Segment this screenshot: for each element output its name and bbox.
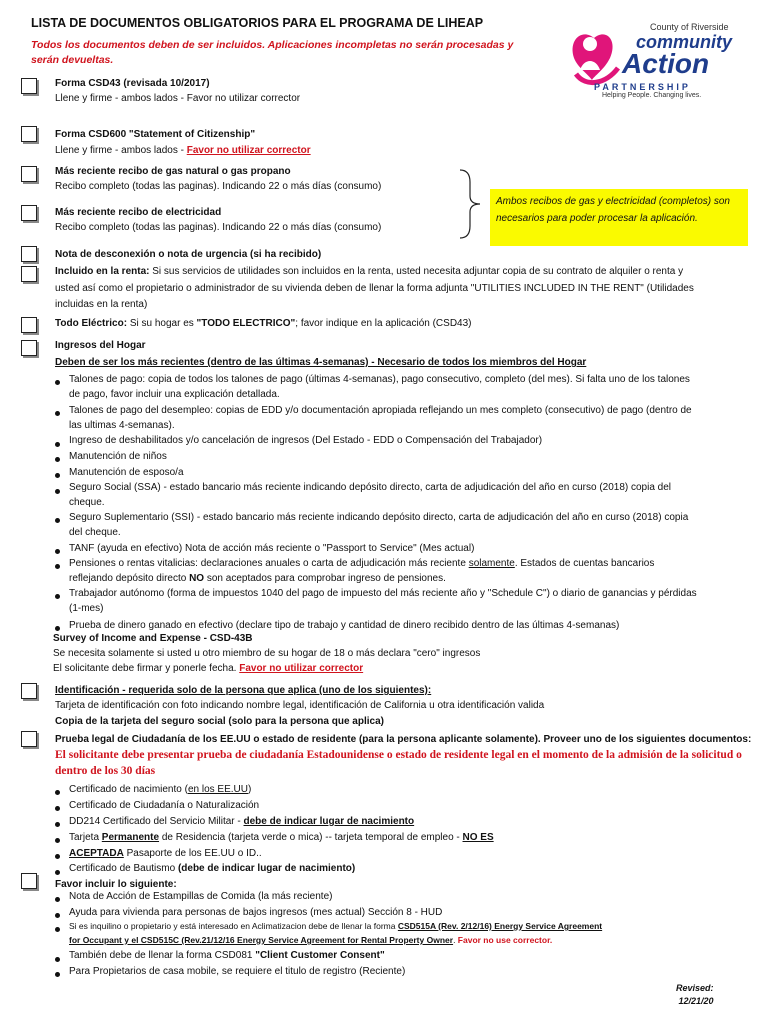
- bullet-dot: [55, 442, 60, 447]
- bullet-dot: [55, 518, 60, 523]
- household-income-subtitle: Deben de ser los más recientes (dentro de las últimas 4-semanas) - Necesario de todos los miembros del Hogar: [55, 357, 587, 368]
- bullet-dot: [55, 626, 60, 631]
- logo-tagline: Helping People. Changing lives.: [602, 92, 702, 99]
- rent-included-line-1: [55, 266, 683, 277]
- income-cash: Prueba de dinero ganado en efectivo (declare tipo de trabajo y cantidad de dinero recibido dentro de las últimas 4-semanas): [69, 620, 620, 631]
- include-weatherization-line-1: [69, 921, 602, 931]
- revision-info: [676, 982, 714, 1008]
- csd081-text-a: También debe de llenar la forma CSD081: [69, 950, 256, 961]
- survey-line-2-text: El solicitante debe firmar y ponerle fecha.: [53, 663, 240, 674]
- weatherization-warning: Favor no use corrector.: [457, 935, 553, 945]
- all-electric-label: Todo Eléctrico:: [55, 318, 128, 329]
- identification-line-1: Tarjeta de identificación con foto indicando nombre legal, identificación de California u otra identificación valida: [55, 700, 545, 711]
- brace-icon: [458, 168, 484, 240]
- electric-bill-instructions: Recibo completo (todas las paginas). Indicando 22 o más días (consumo): [55, 222, 382, 233]
- green-card-text-u: Permanente: [101, 832, 160, 843]
- gas-bill-instructions: Recibo completo (todas las paginas). Indicando 22 o más días (consumo): [55, 181, 382, 192]
- baptism-text-b: (debe de indicar lugar de nacimiento): [177, 863, 356, 874]
- bullet-dot: [55, 972, 60, 977]
- bullet-dot: [55, 870, 60, 875]
- bullet-dot: [55, 957, 60, 962]
- checkbox-disconnect-notice[interactable]: [21, 246, 37, 262]
- checkbox-rent-included[interactable]: [21, 266, 37, 282]
- pension-text-a: Pensiones o rentas vitalicias: declaraciones anuales o carta de adjudicación más reciente: [69, 558, 469, 569]
- weatherization-text-u: CSD515A (Rev. 2/12/16) Energy Service Agreement: [397, 921, 603, 931]
- citizenship-naturalization: Certificado de Ciudadanía o Naturalización: [69, 800, 260, 811]
- bullet-dot: [55, 806, 60, 811]
- community-action-logo: [566, 18, 746, 100]
- weatherization-line2-u: for Occupant y el CSD515C (Rev.21/12/16 Energy Service Agreement for Rental Property Owner: [69, 935, 454, 945]
- birth-cert-text-a: Certificado de nacimiento (: [69, 784, 188, 795]
- bullet-dot: [55, 897, 60, 902]
- income-disability: Ingreso de deshabilitados y/o cancelación de ingresos (Del Estado - EDD o Compensación del Trabajador): [69, 435, 543, 446]
- citizenship-warning-line-1: El solicitante debe presentar prueba de ciudadanía Estadounidense o estado de residente legal en el momento de la admisión de la solicitud o: [55, 749, 742, 761]
- include-weatherization-line-2: [69, 935, 552, 945]
- baptism-text-a: Certificado de Bautismo: [69, 863, 178, 874]
- logo-community: community: [636, 32, 733, 52]
- electric-bill-title: Más reciente recibo de electricidad: [55, 207, 222, 218]
- citizenship-warning-line-2: dentro de los 30 días: [55, 765, 156, 777]
- checkbox-citizenship[interactable]: [21, 731, 37, 747]
- citizenship-baptism: [69, 863, 355, 874]
- survey-warning: Favor no utilizar corrector: [239, 663, 364, 674]
- survey-line-1: Se necesita solamente si usted u otro miembro de su hogar de 18 o más declara "cero" ingresos: [53, 648, 481, 659]
- dd214-text-a: DD214 Certificado del Servicio Militar -: [69, 816, 244, 827]
- citizenship-title: Prueba legal de Ciudadanía de los EE.UU o estado de residente (para la persona aplicante solamente). Proveer uno de los siguientes documentos:: [55, 734, 752, 745]
- green-card-text-a: Tarjeta: [69, 832, 102, 843]
- income-tanf: TANF (ayuda en efectivo) Nota de acción más reciente o "Passport to Service" (Mes actual): [69, 543, 475, 554]
- all-electric-end: ; favor indique en la aplicación (CSD43): [295, 318, 472, 329]
- rent-included-label: Incluido en la renta:: [55, 266, 150, 277]
- income-pension-line-1: [69, 558, 654, 569]
- pension-line2-a: reflejando depósito directo: [69, 573, 190, 584]
- checkbox-electric-bill[interactable]: [21, 205, 37, 221]
- income-paystubs-line-1: Talones de pago: copia de todos los talones de pago (últimas 4-semanas), pago consecutivo, completo (del mes). Si falta uno de los talones: [69, 374, 690, 385]
- all-electric-line: [55, 318, 472, 329]
- survey-title: Survey of Income and Expense - CSD-43B: [53, 633, 253, 644]
- bullet-dot: [55, 411, 60, 416]
- income-child-support: Manutención de niños: [69, 451, 167, 462]
- checkbox-identification[interactable]: [21, 683, 37, 699]
- csd600-instructions: [55, 145, 311, 156]
- include-housing-assistance: Ayuda para vivienda para personas de bajos ingresos (mes actual) Sección 8 - HUD: [69, 907, 443, 918]
- income-ssa-line-1: Seguro Social (SSA) - estado bancario más reciente indicando depósito directo, carta de adjudicación del año en curso (2018) copia del: [69, 482, 672, 493]
- revised-label: Revised:: [676, 983, 714, 993]
- citizenship-birth-certificate: [69, 784, 251, 795]
- logo-partnership: PARTNERSHIP: [594, 82, 691, 92]
- birth-cert-text-b: ): [247, 784, 252, 795]
- bullet-dot: [55, 822, 60, 827]
- citizenship-dd214: [69, 816, 414, 827]
- checkbox-csd600[interactable]: [21, 126, 37, 142]
- include-mobile-home: Para Propietarios de casa mobile, se requiere el titulo de registro (Reciente): [69, 966, 406, 977]
- pension-line2-c: son aceptados para comprobar ingreso de pensiones.: [204, 573, 446, 584]
- identification-title: Identificación - requerida solo de la persona que aplica (uno de los siguientes):: [55, 685, 432, 696]
- include-title: Favor incluir lo siguiente:: [55, 879, 177, 890]
- income-self-employed-line-1: Trabajador autónomo (forma de impuestos 1040 del pago de impuesto del más reciente año y "Schedule C") o diario de ganancias y pérdidas: [69, 588, 697, 599]
- rent-included-line-3: incluidas en la renta): [55, 299, 148, 310]
- survey-line-2: [53, 663, 363, 674]
- income-ssi-line-1: Seguro Suplementario (SSI) - estado bancario más reciente indicando depósito directo, carta de adjudicación del año en curso (2018) copia: [69, 512, 689, 523]
- green-card-text-b: de Residencia (tarjeta verde o mica) -- tarjeta temporal de empleo -: [159, 832, 463, 843]
- all-electric-bold: "TODO ELECTRICO": [196, 318, 296, 329]
- bullet-dot: [55, 790, 60, 795]
- bullet-dot: [55, 473, 60, 478]
- income-self-employed-line-2: (1-mes): [69, 603, 104, 614]
- passport-text-b: Pasaporte de los EE.UU o ID..: [123, 848, 262, 859]
- checkbox-include-following[interactable]: [21, 873, 37, 889]
- bullet-dot: [55, 549, 60, 554]
- bullet-dot: [55, 854, 60, 859]
- csd600-title: Forma CSD600 "Statement of Citizenship": [55, 129, 256, 140]
- all-electric-text: Si su hogar es: [127, 318, 197, 329]
- income-pension-line-2: [69, 573, 446, 584]
- logo-county: County of Riverside: [650, 22, 729, 32]
- bullet-dot: [55, 564, 60, 569]
- weatherization-text-a: Si es inquilino o propietario y está interesado en Aclimatizacion debe de llenar la forma: [69, 921, 398, 931]
- bullet-dot: [55, 594, 60, 599]
- revised-date: 12/21/20: [678, 996, 714, 1006]
- income-ssa-line-2: cheque.: [69, 497, 105, 508]
- csd43-title: Forma CSD43 (revisada 10/2017): [55, 78, 210, 89]
- logo-action: Action: [622, 48, 710, 79]
- green-card-text-c: NO ES: [462, 832, 494, 843]
- rent-included-line-2: usted así como el propietario o administrador de su vivienda deben de llenar la forma adjunta "UTILITIES INCLUDED IN THE RENT" (Utilidades: [55, 283, 694, 294]
- checkbox-household-income[interactable]: [21, 340, 37, 356]
- citizenship-green-card: [69, 832, 494, 843]
- income-spousal-support: Manutención de esposo/a: [69, 467, 184, 478]
- weatherization-line2-b: .: [453, 935, 458, 945]
- income-paystubs-line-2: de pago, favor incluir una explicación detallada.: [69, 389, 280, 400]
- bills-required-note: Ambos recibos de gas y electricidad (completos) son necesarios para poder procesar la aplicación.: [490, 189, 748, 246]
- csd600-warning: Favor no utilizar corrector: [186, 145, 311, 156]
- csd43-instructions: Llene y firme - ambos lados - Favor no utilizar corrector: [55, 93, 301, 104]
- bullet-dot: [55, 457, 60, 462]
- gas-bill-title: Más reciente recibo de gas natural o gas propano: [55, 166, 291, 177]
- page-title: LISTA DE DOCUMENTOS OBLIGATORIOS PARA EL PROGRAMA DE LIHEAP: [31, 16, 484, 30]
- citizenship-passport: [69, 848, 262, 859]
- bullet-dot: [55, 838, 60, 843]
- person-head-icon: [583, 37, 597, 51]
- income-unemployment-line-2: las ultimas 4-semanas).: [69, 420, 175, 431]
- income-unemployment-line-1: Talones de pago del desempleo: copias de EDD y/o documentación apropiada reflejando un mes completo (consecutivo) de pago (dentro de: [69, 405, 692, 416]
- csd081-text-b: "Client Customer Consent": [255, 950, 385, 961]
- checkbox-gas-bill[interactable]: [21, 166, 37, 182]
- csd600-instructions-text: Llene y firme - ambos lados -: [55, 145, 187, 156]
- pension-text-b: . Estados de cuentas bancarios: [514, 558, 655, 569]
- passport-text-u: ACEPTADA: [69, 848, 124, 859]
- bullet-dot: [55, 380, 60, 385]
- income-ssi-line-2: del cheque.: [69, 527, 121, 538]
- checkbox-csd43[interactable]: [21, 78, 37, 94]
- rent-included-text-1: Si sus servicios de utilidades son incluidos en la renta, usted necesita adjuntar copia de su contrato de alquiler o renta y: [149, 266, 684, 277]
- include-food-stamps: Nota de Acción de Estampillas de Comida (la más reciente): [69, 891, 333, 902]
- include-csd081: [69, 950, 385, 961]
- pension-line2-no: NO: [189, 573, 205, 584]
- bullet-dot: [55, 927, 60, 932]
- bullet-dot: [55, 489, 60, 494]
- dd214-text-u: debe de indicar lugar de nacimiento: [243, 816, 415, 827]
- disconnect-notice-title: Nota de desconexión o nota de urgencia (si ha recibido): [55, 249, 322, 260]
- page-subtitle: Todos los documentos deben de ser incluidos. Aplicaciones incompletas no serán procesadas y serán devueltas.: [31, 39, 514, 66]
- identification-line-2: Copia de la tarjeta del seguro social (solo para la persona que aplica): [55, 716, 384, 727]
- pension-text-underlined: solamente: [468, 558, 515, 569]
- bullet-dot: [55, 913, 60, 918]
- household-income-title: Ingresos del Hogar: [55, 340, 146, 351]
- checkbox-all-electric[interactable]: [21, 317, 37, 333]
- birth-cert-text-u: en los EE.UU: [187, 784, 248, 795]
